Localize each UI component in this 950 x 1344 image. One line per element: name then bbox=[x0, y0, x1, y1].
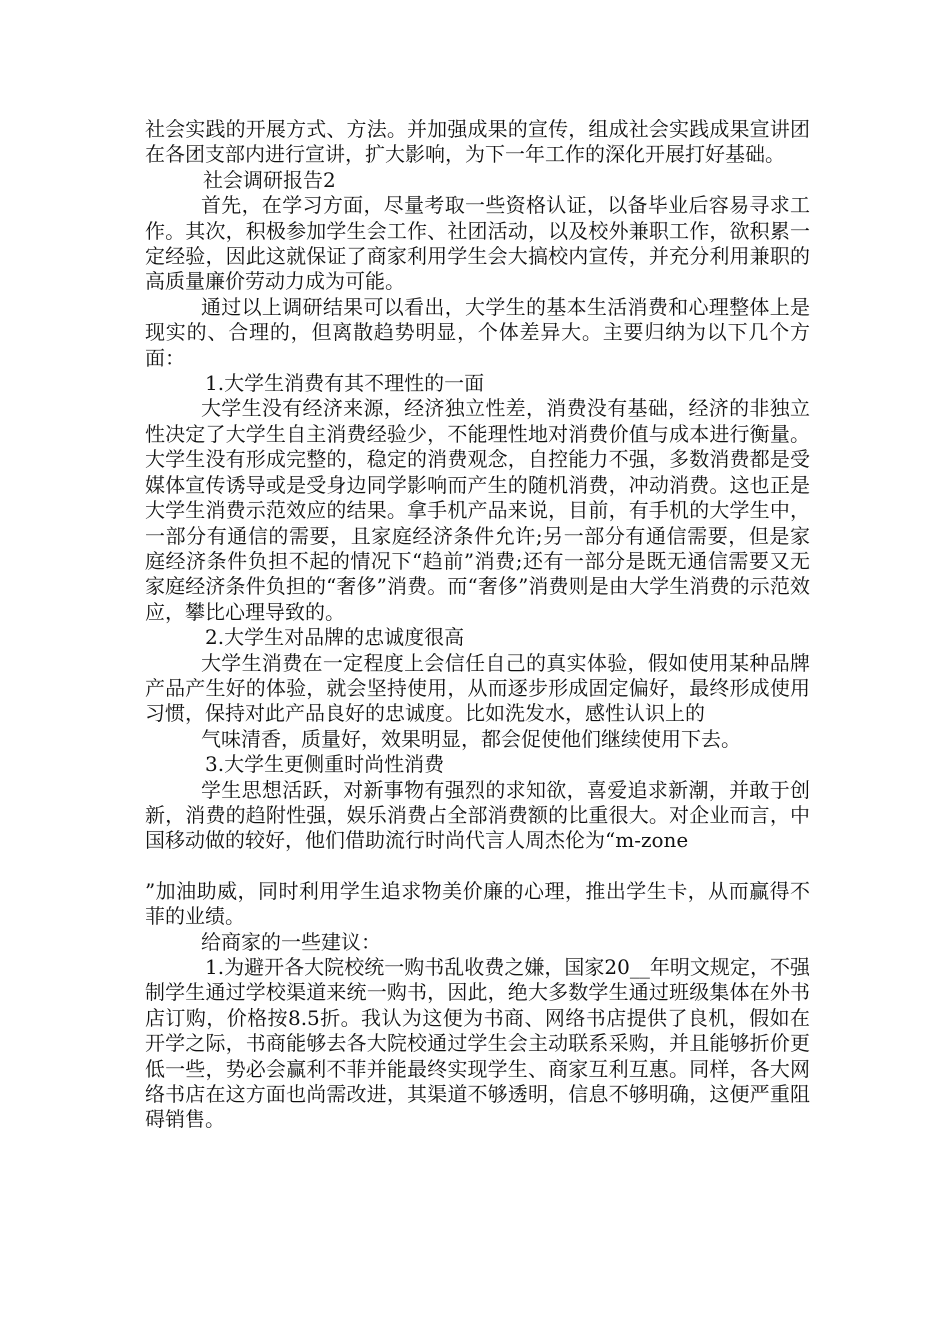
numbered-heading: 3.大学生更侧重时尚性消费 bbox=[205, 752, 445, 777]
paragraph: 给商家的一些建议： bbox=[201, 929, 381, 954]
paragraph: 大学生没有经济来源，经济独立性差，消费没有基础，经济的非独立性决定了大学生自主消费经验少，不能理性地对消费价值与成本进行衡量。大学生没有形成完整的，稳定的消费观念，自控能力不强，多数消费都是受媒体宣传诱导或是受身边同学影响而产生的随机消费，冲动消费。这也正是大学生消费示范效应的结果。拿手机产品来说，目前，有手机的大学生中，一部分有通信的需要，且家庭经济条件允许;另一部分有通信需要，但是家庭经济条件负担不起的情况下“趋前”消费;还有一部分是既无通信需要又无家庭经济条件负担的“奢侈”消费。而“奢侈”消费则是由大学生消费的示范效应，攀比心理导致的。 bbox=[145, 396, 810, 624]
numbered-paragraph: 1.为避开各大院校统一购书乱收费之嫌，国家20__年明文规定，不强制学生通过学校渠道来统一购书，因此，绝大多数学生通过班级集体在外书店订购，价格按8.5折。我认为这便为书商、网络书店提供了良机，假如在开学之际，书商能够去各大院校通过学生会主动联系采购，并且能够折价更低一些，势必会赢利不菲并能最终实现学生、商家互利互惠。同样，各大网络书店在这方面也尚需改进，其渠道不够透明，信息不够明确，这便严重阻碍销售。 bbox=[145, 955, 810, 1132]
paragraph: 气味清香，质量好，效果明显，都会促使他们继续使用下去。 bbox=[201, 726, 741, 751]
numbered-heading: 1.大学生消费有其不理性的一面 bbox=[205, 371, 485, 396]
paragraph: 社会实践的开展方式、方法。并加强成果的宣传，组成社会实践成果宣讲团在各团支部内进行宣讲，扩大影响，为下一年工作的深化开展打好基础。 bbox=[145, 117, 810, 167]
paragraph: 大学生消费在一定程度上会信任自己的真实体验，假如使用某种品牌产品产生好的体验，就会坚持使用，从而逐步形成固定偏好，最终形成使用习惯，保持对此产品良好的忠诚度。比如洗发水，感性认识上的 bbox=[145, 650, 810, 726]
numbered-heading: 2.大学生对品牌的忠诚度很高 bbox=[205, 625, 465, 650]
paragraph: 通过以上调研结果可以看出，大学生的基本生活消费和心理整体上是现实的、合理的，但离散趋势明显，个体差异大。主要归纳为以下几个方面： bbox=[145, 294, 810, 370]
paragraph: 首先，在学习方面，尽量考取一些资格认证，以备毕业后容易寻求工作。其次，积极参加学生会工作、社团活动，以及校外兼职工作，欲积累一定经验，因此这就保证了商家利用学生会大搞校内宣传，并充分利用兼职的高质量廉价劳动力成为可能。 bbox=[145, 193, 810, 294]
document-body bbox=[145, 117, 810, 1133]
section-heading: 社会调研报告2 bbox=[203, 167, 336, 192]
paragraph: 学生思想活跃，对新事物有强烈的求知欲，喜爱追求新潮，并敢于创新，消费的趋附性强，娱乐消费占全部消费额的比重很大。对企业而言，中国移动做的较好，他们借助流行时尚代言人周杰伦为“m-zone bbox=[145, 777, 810, 853]
blank-line bbox=[145, 854, 810, 879]
paragraph: ”加油助威，同时利用学生追求物美价廉的心理，推出学生卡，从而赢得不菲的业绩。 bbox=[145, 878, 810, 929]
